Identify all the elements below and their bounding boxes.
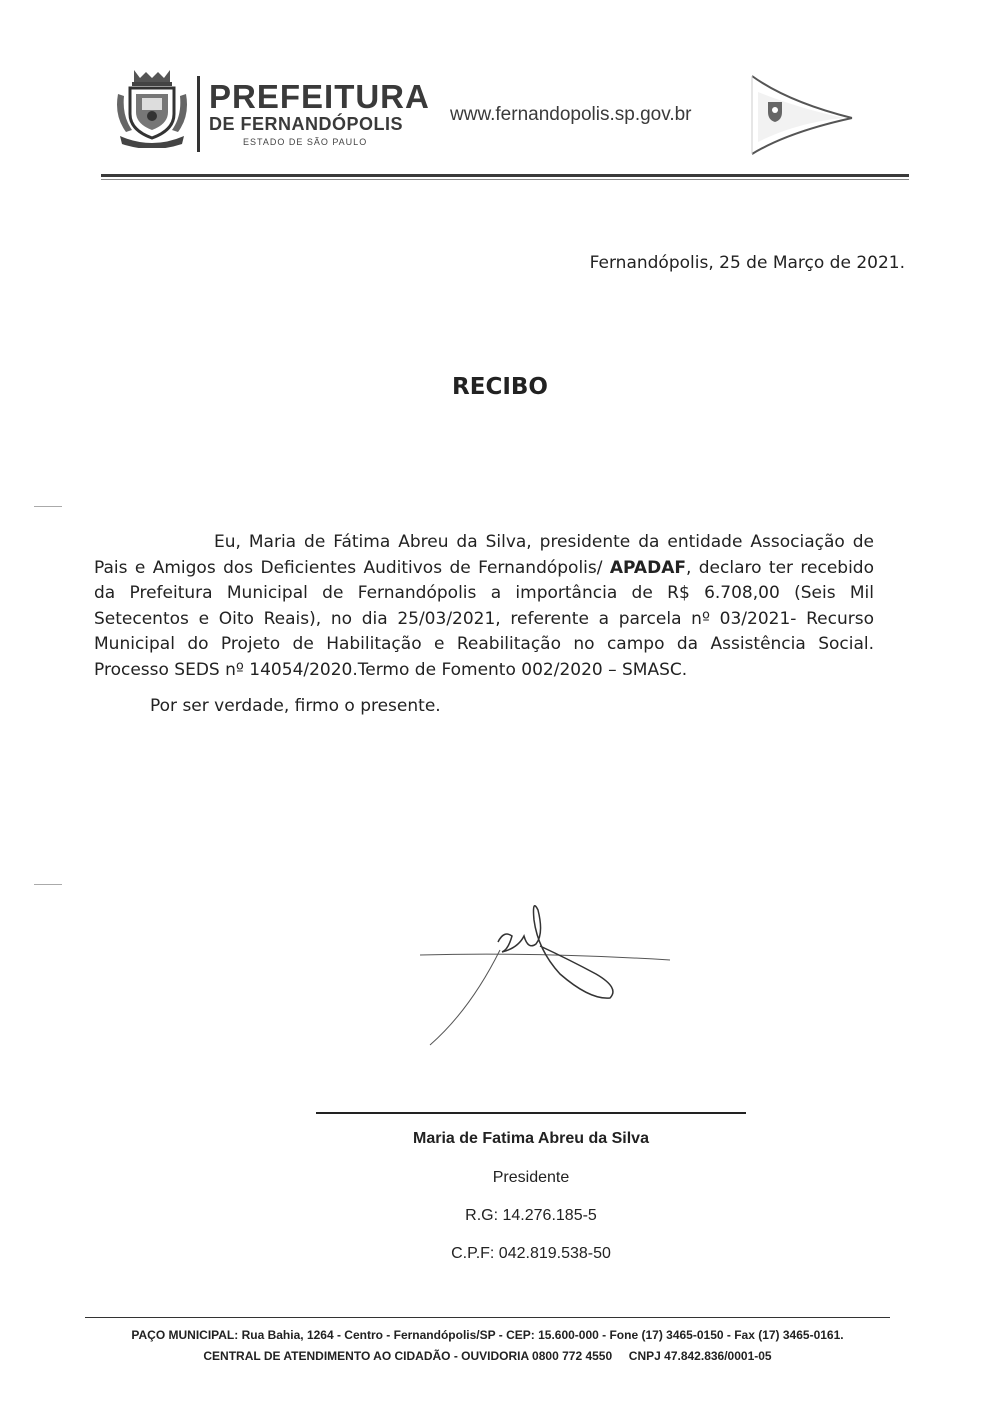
signer-rg: R.G: 14.276.185-5 (465, 1207, 597, 1224)
header-rule (101, 174, 909, 177)
header-rule-thin (101, 179, 909, 180)
signer-role: Presidente (492, 1169, 570, 1186)
org-subtitle: DE FERNANDÓPOLIS (209, 114, 404, 134)
scan-mark (34, 884, 62, 885)
header-divider (197, 76, 200, 152)
signature-line (316, 1112, 746, 1114)
receipt-body-part2: , declaro ter recebido da Prefeitura Municipal de Fernandópolis a importância de R$ 6.708,00 (Seis Mil Setecentos e Oito Reais), no dia 25/03/2021, referente a parcela nº 03/2021- Recurso Municipal do Projeto de Habilitação e Reabilitação no campo da Assistência Social. Processo SEDS nº 14054/2020.Termo de Fomento 002/2020 – SMASC. (94, 557, 874, 680)
footer-address: PAÇO MUNICIPAL: Rua Bahia, 1264 - Centro - Fernandópolis/SP - CEP: 15.600-000 - Fone (17) 3465-0150 - Fax (17) 3465-0161. (131, 1328, 844, 1342)
handwritten-signature (420, 890, 680, 1055)
org-state: ESTADO DE SÃO PAULO (243, 137, 368, 147)
signer-cpf: C.P.F: 042.819.538-50 (451, 1245, 611, 1262)
footer-contact: CENTRAL DE ATENDIMENTO AO CIDADÃO - OUVIDORIA 0800 772 4550 CNPJ 47.842.836/0001-05 (203, 1349, 772, 1363)
document-title: RECIBO (452, 374, 548, 400)
receipt-body (94, 530, 874, 683)
website-link[interactable]: www.fernandopolis.sp.gov.br (450, 104, 692, 125)
receipt-body-part1: Eu, Maria de Fátima Abreu da Silva, presidente da entidade Associação de Pais e Amigos dos Deficientes Auditivos de Fernandópolis/ (94, 532, 874, 578)
document-date: Fernandópolis, 25 de Março de 2021. (589, 253, 905, 273)
coat-of-arms-icon (112, 66, 192, 148)
org-name: PREFEITURA (209, 78, 430, 115)
entity-acronym: APADAF (609, 557, 686, 578)
signer-name: Maria de Fatima Abreu da Silva (413, 1130, 649, 1147)
footer-rule (85, 1317, 890, 1318)
closing-statement: Por ser verdade, firmo o presente. (150, 696, 441, 716)
municipal-flag-icon (748, 72, 862, 158)
scan-mark (34, 506, 62, 507)
